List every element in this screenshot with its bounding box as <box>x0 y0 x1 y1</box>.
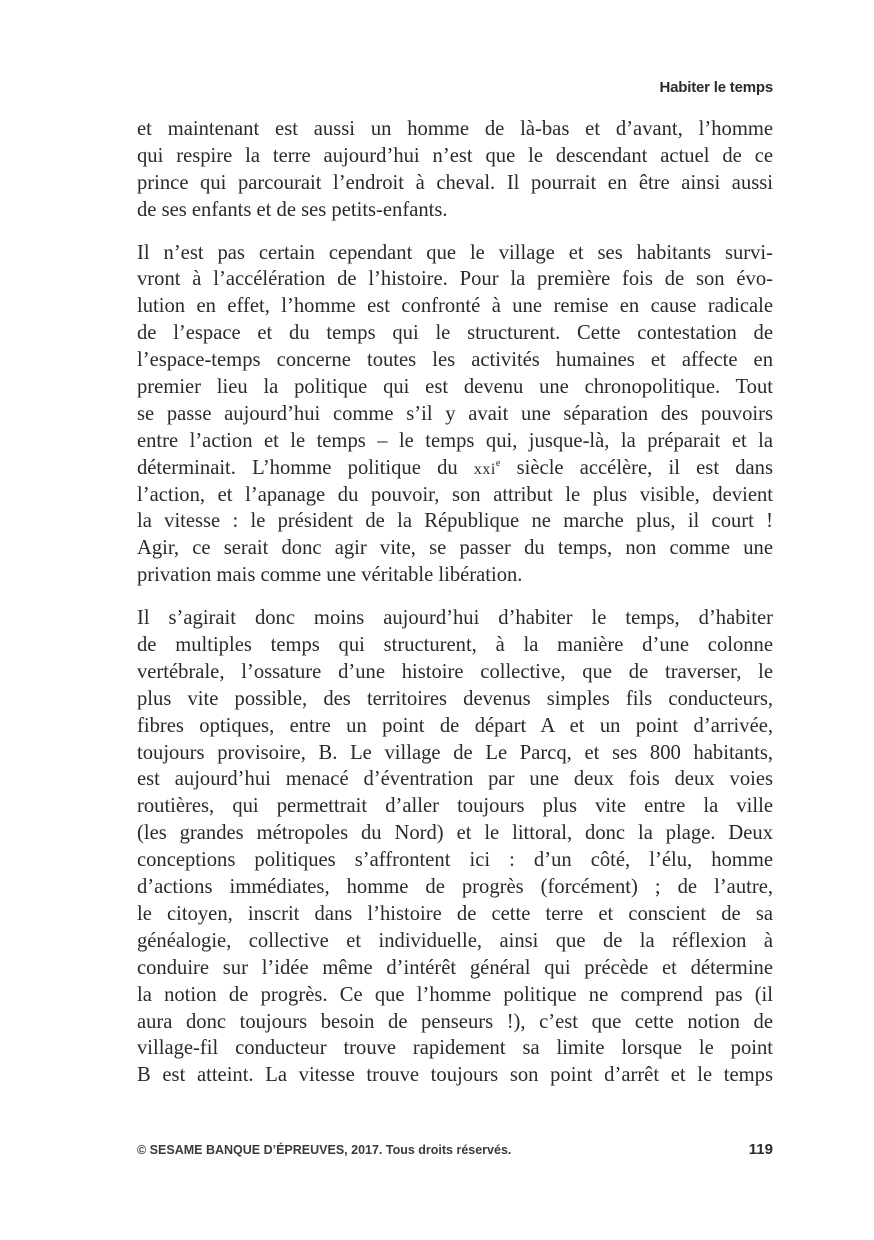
text-line: B est atteint. La vitesse trouve toujours son point d’arrêt et le temps <box>137 1064 773 1087</box>
text-line: Agir, ce serait donc agir vite, se passer du temps, non comme une <box>137 537 773 560</box>
text-line: (les grandes métropoles du Nord) et le littoral, donc la plage. Deux <box>137 822 773 845</box>
paragraph-3 <box>137 605 773 1089</box>
text-line: de l’espace et du temps qui le structurent. Cette contestation de <box>137 322 773 345</box>
text-line: de multiples temps qui structurent, à la manière d’une colonne <box>137 634 773 657</box>
text-line: aura donc toujours besoin de penseurs !), c’est que cette notion de <box>137 1010 773 1033</box>
text-line: vertébrale, l’ossature d’une histoire collective, que de traverser, le <box>137 660 773 683</box>
text-line: entre l’action et le temps – le temps qui, jusque-là, la préparait et la <box>137 429 773 452</box>
text-line: d’actions immédiates, homme de progrès (forcément) ; de l’autre, <box>137 876 773 899</box>
text-line: village-fil conducteur trouve rapidement sa limite lorsque le point <box>137 1037 773 1060</box>
paragraph-2 <box>137 240 773 590</box>
text-line: lution en effet, l’homme est confronté à une remise en cause radicale <box>137 295 773 318</box>
text-line: qui respire la terre aujourd’hui n’est que le descendant actuel de ce <box>137 144 773 167</box>
text-line: l’action, et l’apanage du pouvoir, son attribut le plus visible, devient <box>137 483 773 506</box>
text-line: conduire sur l’idée même d’intérêt général qui précède et détermine <box>137 956 773 979</box>
line-before: déterminait. L’homme politique du <box>137 456 474 479</box>
text-line-century <box>137 455 773 482</box>
text-line: vront à l’accélération de l’histoire. Pour la première fois de son évo- <box>137 268 773 291</box>
century-numeral: xxi <box>473 460 496 478</box>
line-after: siècle accélère, il est dans <box>500 456 773 479</box>
text-line: de ses enfants et de ses petits-enfants. <box>137 198 448 221</box>
century-superscript: e <box>495 457 501 469</box>
text-line: la vitesse : le président de la République ne marche plus, il court ! <box>137 510 773 533</box>
text-line: privation mais comme une véritable libération. <box>137 564 523 587</box>
text-line: l’espace-temps concerne toutes les activités humaines et affecte en <box>137 349 773 372</box>
page-number: 119 <box>748 1141 773 1158</box>
text-line: est aujourd’hui menacé d’éventration par une deux fois deux voies <box>137 768 773 791</box>
text-line: routières, qui permettrait d’aller toujours plus vite entre la ville <box>137 795 773 818</box>
paragraph-1 <box>137 116 773 224</box>
text-line: plus vite possible, des territoires devenus simples fils conducteurs, <box>137 687 773 710</box>
text-line: la notion de progrès. Ce que l’homme politique ne comprend pas (il <box>137 983 773 1006</box>
text-line: généalogie, collective et individuelle, ainsi que de la réflexion à <box>137 929 773 952</box>
text-line: et maintenant est aussi un homme de là-bas et d’avant, l’homme <box>137 118 773 140</box>
body-text <box>137 116 773 1105</box>
text-line: se passe aujourd’hui comme s’il y avait une séparation des pouvoirs <box>137 402 773 425</box>
text-line: prince qui parcourait l’endroit à cheval. Il pourrait en être ainsi aussi <box>137 171 773 194</box>
footer-copyright: © SESAME BANQUE D’ÉPREUVES, 2017. Tous droits réservés. <box>137 1143 512 1157</box>
text-line: Il s’agirait donc moins aujourd’hui d’habiter le temps, d’habiter <box>137 607 773 630</box>
text-line: Il n’est pas certain cependant que le village et ses habitants survi- <box>137 241 773 264</box>
text-line: conceptions politiques s’affrontent ici : d’un côté, l’élu, homme <box>137 849 773 872</box>
running-header: Habiter le temps <box>659 79 773 96</box>
text-line: le citoyen, inscrit dans l’histoire de cette terre et conscient de sa <box>137 902 773 925</box>
text-line: fibres optiques, entre un point de départ A et un point d’arrivée, <box>137 714 773 737</box>
text-line: premier lieu la politique qui est devenu une chronopolitique. Tout <box>137 376 773 399</box>
text-line: toujours provisoire, B. Le village de Le Parcq, et ses 800 habitants, <box>137 741 773 764</box>
